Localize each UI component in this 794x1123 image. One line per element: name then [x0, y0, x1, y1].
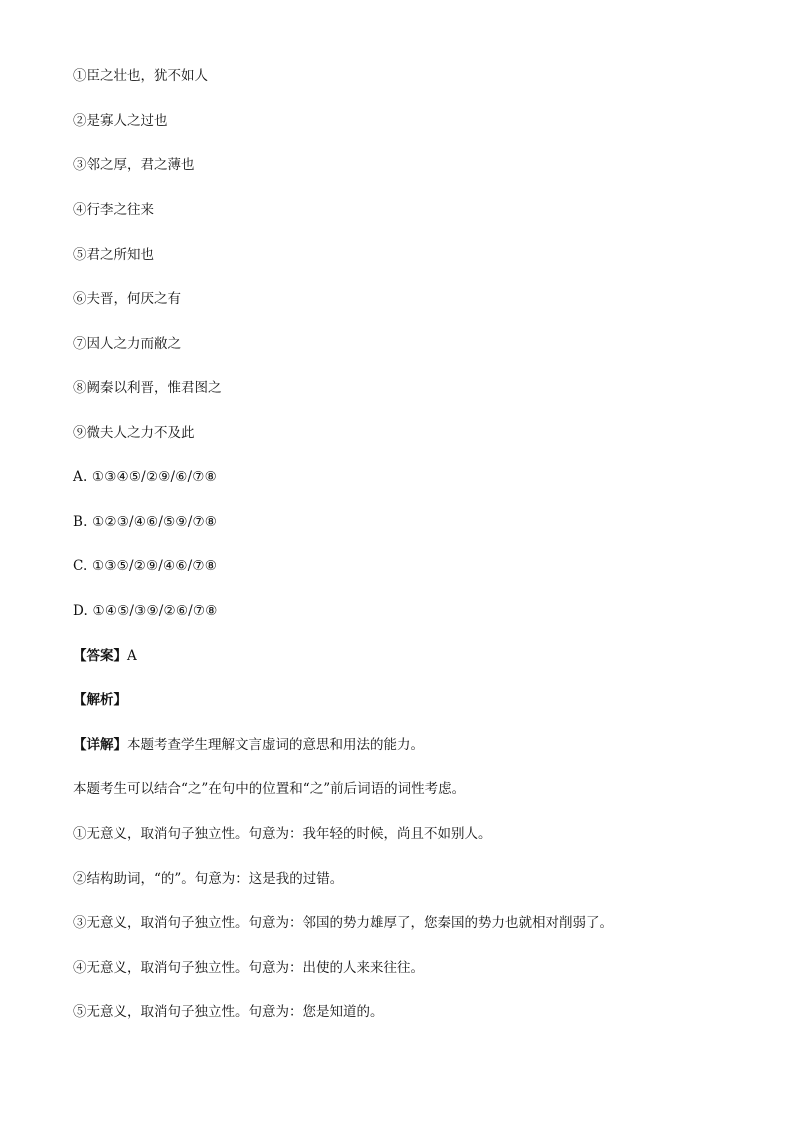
explanation-5: ⑤无意义，取消句子独立性。句意为：您是知道的。 [73, 1004, 384, 1020]
hint-line: 本题考生可以结合“之”在句中的位置和“之”前后词语的词性考虑。 [73, 781, 466, 797]
explanation-1: ①无意义，取消句子独立性。句意为：我年轻的时候，尚且不如别人。 [73, 826, 492, 842]
option-c: C. ①③⑤/②⑨/④⑥/⑦⑧ [73, 558, 217, 574]
analysis-label: 【解析】 [73, 692, 127, 708]
explanation-2: ②结构助词，“的”。句意为：这是我的过错。 [73, 871, 344, 887]
sentence-7: ⑦因人之力而敝之 [73, 336, 181, 352]
sentence-9: ⑨微夫人之力不及此 [73, 425, 195, 441]
explanation-4: ④无意义，取消句子独立性。句意为：出使的人来来往往。 [73, 960, 424, 976]
sentence-6: ⑥夫晋，何厌之有 [73, 291, 181, 307]
option-b: B. ①②③/④⑥/⑤⑨/⑦⑧ [73, 514, 218, 530]
detail-text: 本题考查学生理解文言虚词的意思和用法的能力。 [127, 737, 424, 753]
sentence-1: ①臣之壮也，犹不如人 [73, 68, 208, 84]
sentence-4: ④行李之往来 [73, 202, 154, 218]
answer-value: A [127, 648, 137, 664]
option-a: A. ①③④⑤/②⑨/⑥/⑦⑧ [73, 469, 217, 485]
detail-line [73, 735, 754, 755]
sentence-5: ⑤君之所知也 [73, 247, 154, 263]
explanation-3: ③无意义，取消句子独立性。句意为：邻国的势力雄厚了，您秦国的势力也就相对削弱了。 [73, 915, 613, 931]
sentence-3: ③邻之厚，君之薄也 [73, 157, 195, 173]
sentence-8: ⑧阙秦以利晋，惟君图之 [73, 380, 222, 396]
option-d: D. ①④⑤/③⑨/②⑥/⑦⑧ [73, 603, 218, 619]
sentence-2: ②是寡人之过也 [73, 113, 168, 129]
answer-line [73, 646, 754, 666]
detail-label: 【详解】 [73, 737, 127, 753]
analysis-heading [73, 690, 754, 710]
answer-label: 【答案】 [73, 648, 127, 664]
